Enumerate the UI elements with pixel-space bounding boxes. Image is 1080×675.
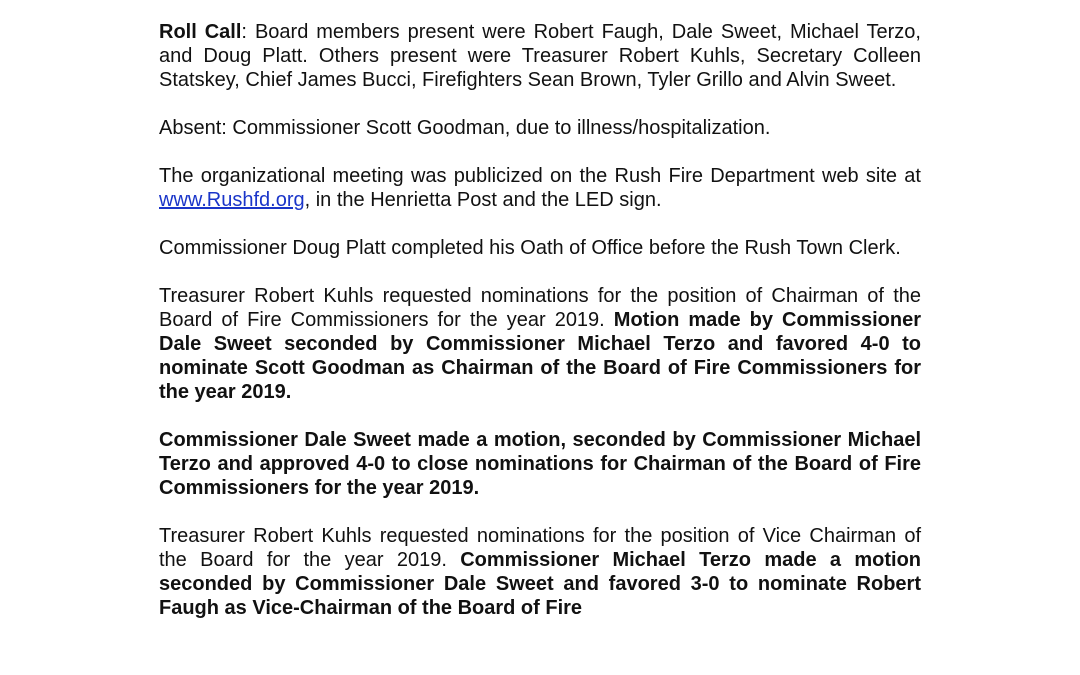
chairman-nomination-paragraph xyxy=(159,284,921,404)
roll-call-paragraph xyxy=(159,20,921,92)
roll-call-label: Roll Call xyxy=(159,21,242,43)
vice-chairman-nomination-paragraph xyxy=(159,524,921,620)
close-nominations-paragraph: Commissioner Dale Sweet made a motion, seconded by Commissioner Michael Terzo and approved 4-0 to close nominations for Chairman of the Board of Fire Commissioners for the year 2019. xyxy=(159,429,921,499)
absent-paragraph: Absent: Commissioner Scott Goodman, due to illness/hospitalization. xyxy=(159,117,771,139)
chairman-nomination-text: Treasurer Robert Kuhls requested nominations for the position of Chairman of the Board of Fire Commissioners for the year 2019. xyxy=(159,285,921,331)
chairman-nomination-motion: Motion made by Commissioner Dale Sweet seconded by Commissioner Michael Terzo and favored 4-0 to nominate Scott Goodman as Chairman of the Board of Fire Commissioners for the year 2019. xyxy=(159,309,921,403)
rushfd-website-link[interactable]: www.Rushfd.org xyxy=(159,189,305,211)
publicized-text-after: , in the Henrietta Post and the LED sign. xyxy=(304,189,662,211)
minutes-page xyxy=(159,20,921,644)
roll-call-text: : Board members present were Robert Faugh, Dale Sweet, Michael Terzo, and Doug Platt. Others present were Treasurer Robert Kuhls, Secretary Colleen Statskey, Chief James Bucci, Firefighters Sean Brown, Tyler Grillo and Alvin Sweet. xyxy=(159,21,921,91)
vice-chairman-nomination-text: Treasurer Robert Kuhls requested nominations for the position of Vice Chairman of the Board for the year 2019. xyxy=(159,525,921,571)
oath-paragraph: Commissioner Doug Platt completed his Oath of Office before the Rush Town Clerk. xyxy=(159,237,901,259)
vice-chairman-nomination-motion: Commissioner Michael Terzo made a motion seconded by Commissioner Dale Sweet and favored 3-0 to nominate Robert Faugh as Vice-Chairman of the Board of Fire xyxy=(159,549,921,619)
publicized-paragraph xyxy=(159,164,921,212)
publicized-text-before: The organizational meeting was publicized on the Rush Fire Department web site at xyxy=(159,165,921,187)
